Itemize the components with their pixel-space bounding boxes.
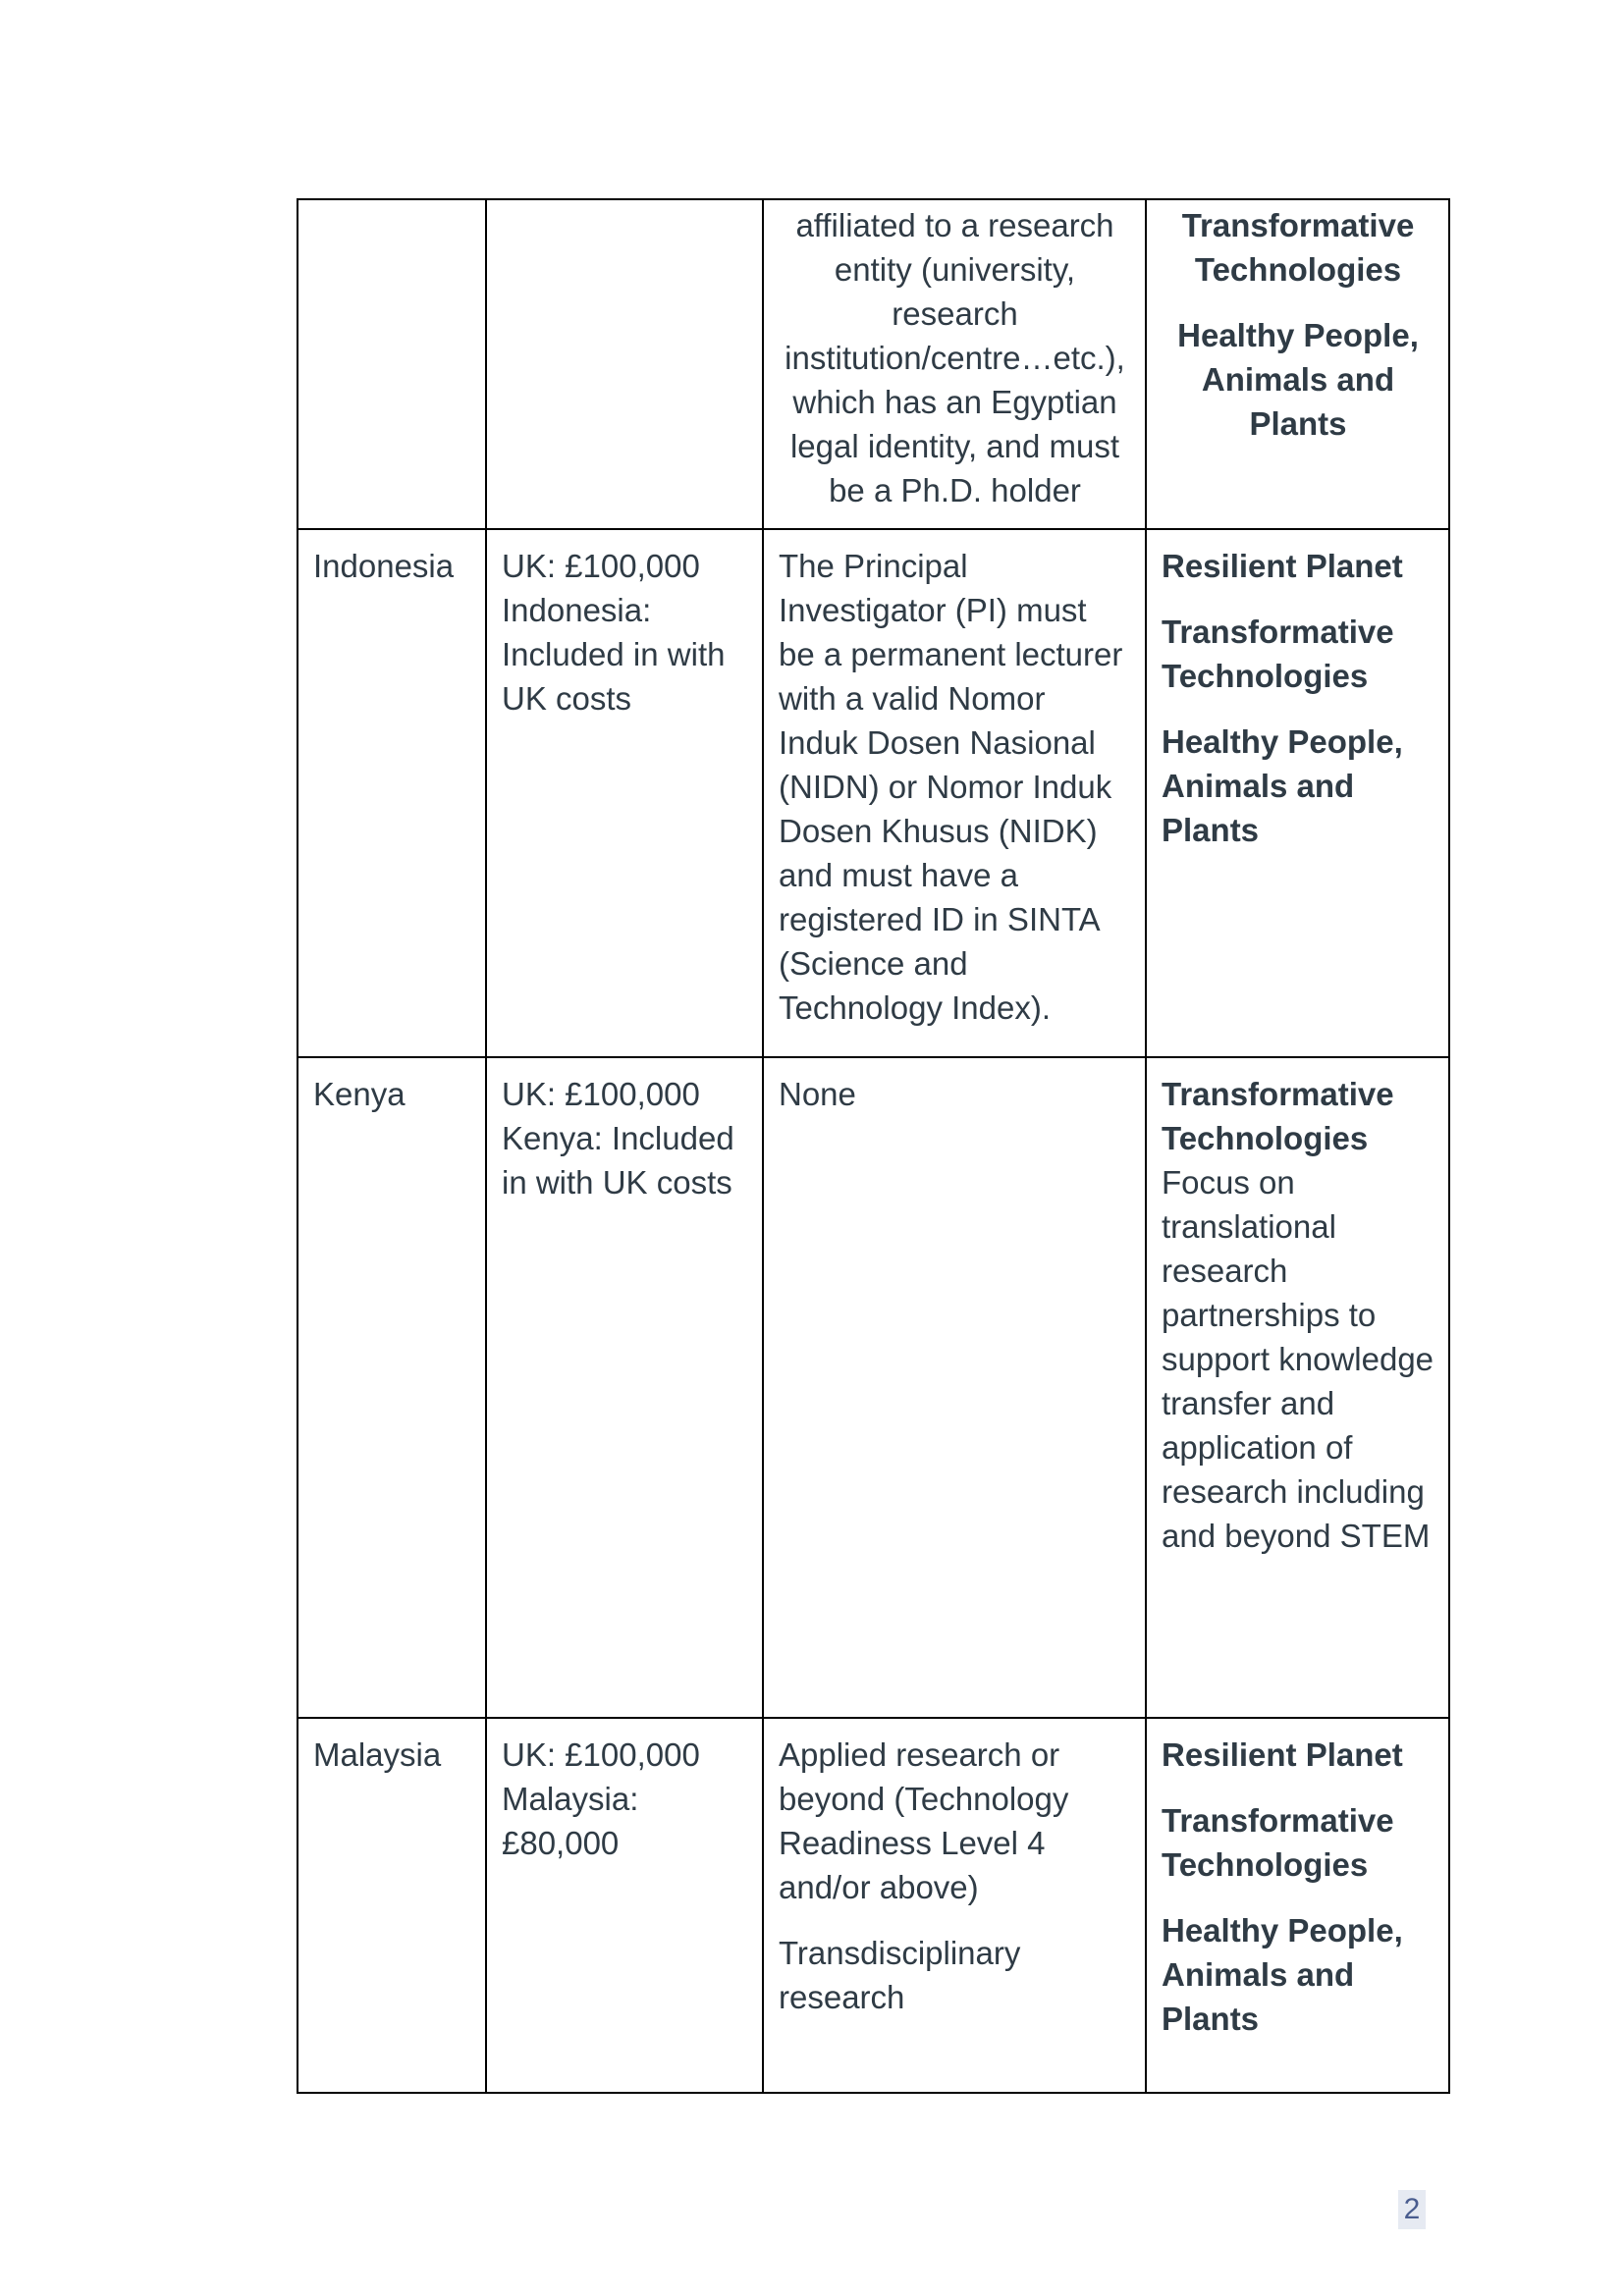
- country-cell: [298, 199, 486, 529]
- eligibility-text: Applied research or beyond (Technology Readiness Level 4 and/or above): [779, 1736, 1069, 1905]
- funding-uk: UK: £100,000: [502, 1076, 700, 1112]
- themes-cell: [1146, 529, 1449, 1057]
- funding-uk: UK: £100,000: [502, 548, 700, 584]
- eligibility-table: [297, 198, 1450, 2094]
- themes-cell: [1146, 199, 1449, 529]
- eligibility-cell: [763, 1718, 1146, 2093]
- table-row: [298, 1057, 1449, 1718]
- eligibility-text: The Principal Investigator (PI) must be a permanent lecturer with a valid Nomor Induk Dosen Nasional (NIDN) or Nomor Induk Dosen Khusus (NIDK) and must have a registered ID in SINTA (Science and Technology Index).: [779, 548, 1123, 1026]
- theme-label: Transformative Technologies: [1162, 1802, 1394, 1883]
- eligibility-text: Transdisciplinary research: [779, 1935, 1021, 2015]
- theme-label: Resilient Planet: [1162, 1736, 1403, 1773]
- country-name: Malaysia: [313, 1736, 442, 1773]
- theme-label: Resilient Planet: [1162, 548, 1403, 584]
- country-cell: [298, 1057, 486, 1718]
- theme-label: Healthy People, Animals and Plants: [1162, 723, 1403, 848]
- funding-cell: [486, 529, 763, 1057]
- country-name: Kenya: [313, 1076, 406, 1112]
- table-row: [298, 199, 1449, 529]
- table-row: [298, 529, 1449, 1057]
- country-cell: [298, 1718, 486, 2093]
- themes-cell: [1146, 1057, 1449, 1718]
- eligibility-text: affiliated to a research entity (university, research institution/centre…etc.), which has an Egyptian legal identity, and must be a Ph.D. holder: [785, 207, 1125, 508]
- theme-label: Transformative Technologies: [1181, 207, 1415, 288]
- funding-cell: [486, 199, 763, 529]
- theme-label: Transformative Technologies: [1162, 614, 1394, 694]
- themes-cell: [1146, 1718, 1449, 2093]
- funding-partner: Malaysia: £80,000: [502, 1781, 639, 1861]
- funding-partner: Kenya: Included in with UK costs: [502, 1120, 734, 1201]
- theme-label: Transformative Technologies: [1162, 1076, 1394, 1156]
- theme-label: Healthy People, Animals and Plants: [1177, 317, 1419, 442]
- funding-cell: [486, 1718, 763, 2093]
- funding-cell: [486, 1057, 763, 1718]
- theme-label: Healthy People, Animals and Plants: [1162, 1912, 1403, 2037]
- eligibility-cell: [763, 529, 1146, 1057]
- page-number: 2: [1398, 2190, 1426, 2229]
- country-cell: [298, 529, 486, 1057]
- eligibility-cell: [763, 1057, 1146, 1718]
- funding-partner: Indonesia: Included in with UK costs: [502, 592, 726, 717]
- table-row: [298, 1718, 1449, 2093]
- eligibility-text: None: [779, 1076, 856, 1112]
- funding-uk: UK: £100,000: [502, 1736, 700, 1773]
- eligibility-cell: [763, 199, 1146, 529]
- country-name: Indonesia: [313, 548, 455, 584]
- theme-note: Focus on translational research partnerships to support knowledge transfer and application of research including and beyond STEM: [1162, 1164, 1435, 1554]
